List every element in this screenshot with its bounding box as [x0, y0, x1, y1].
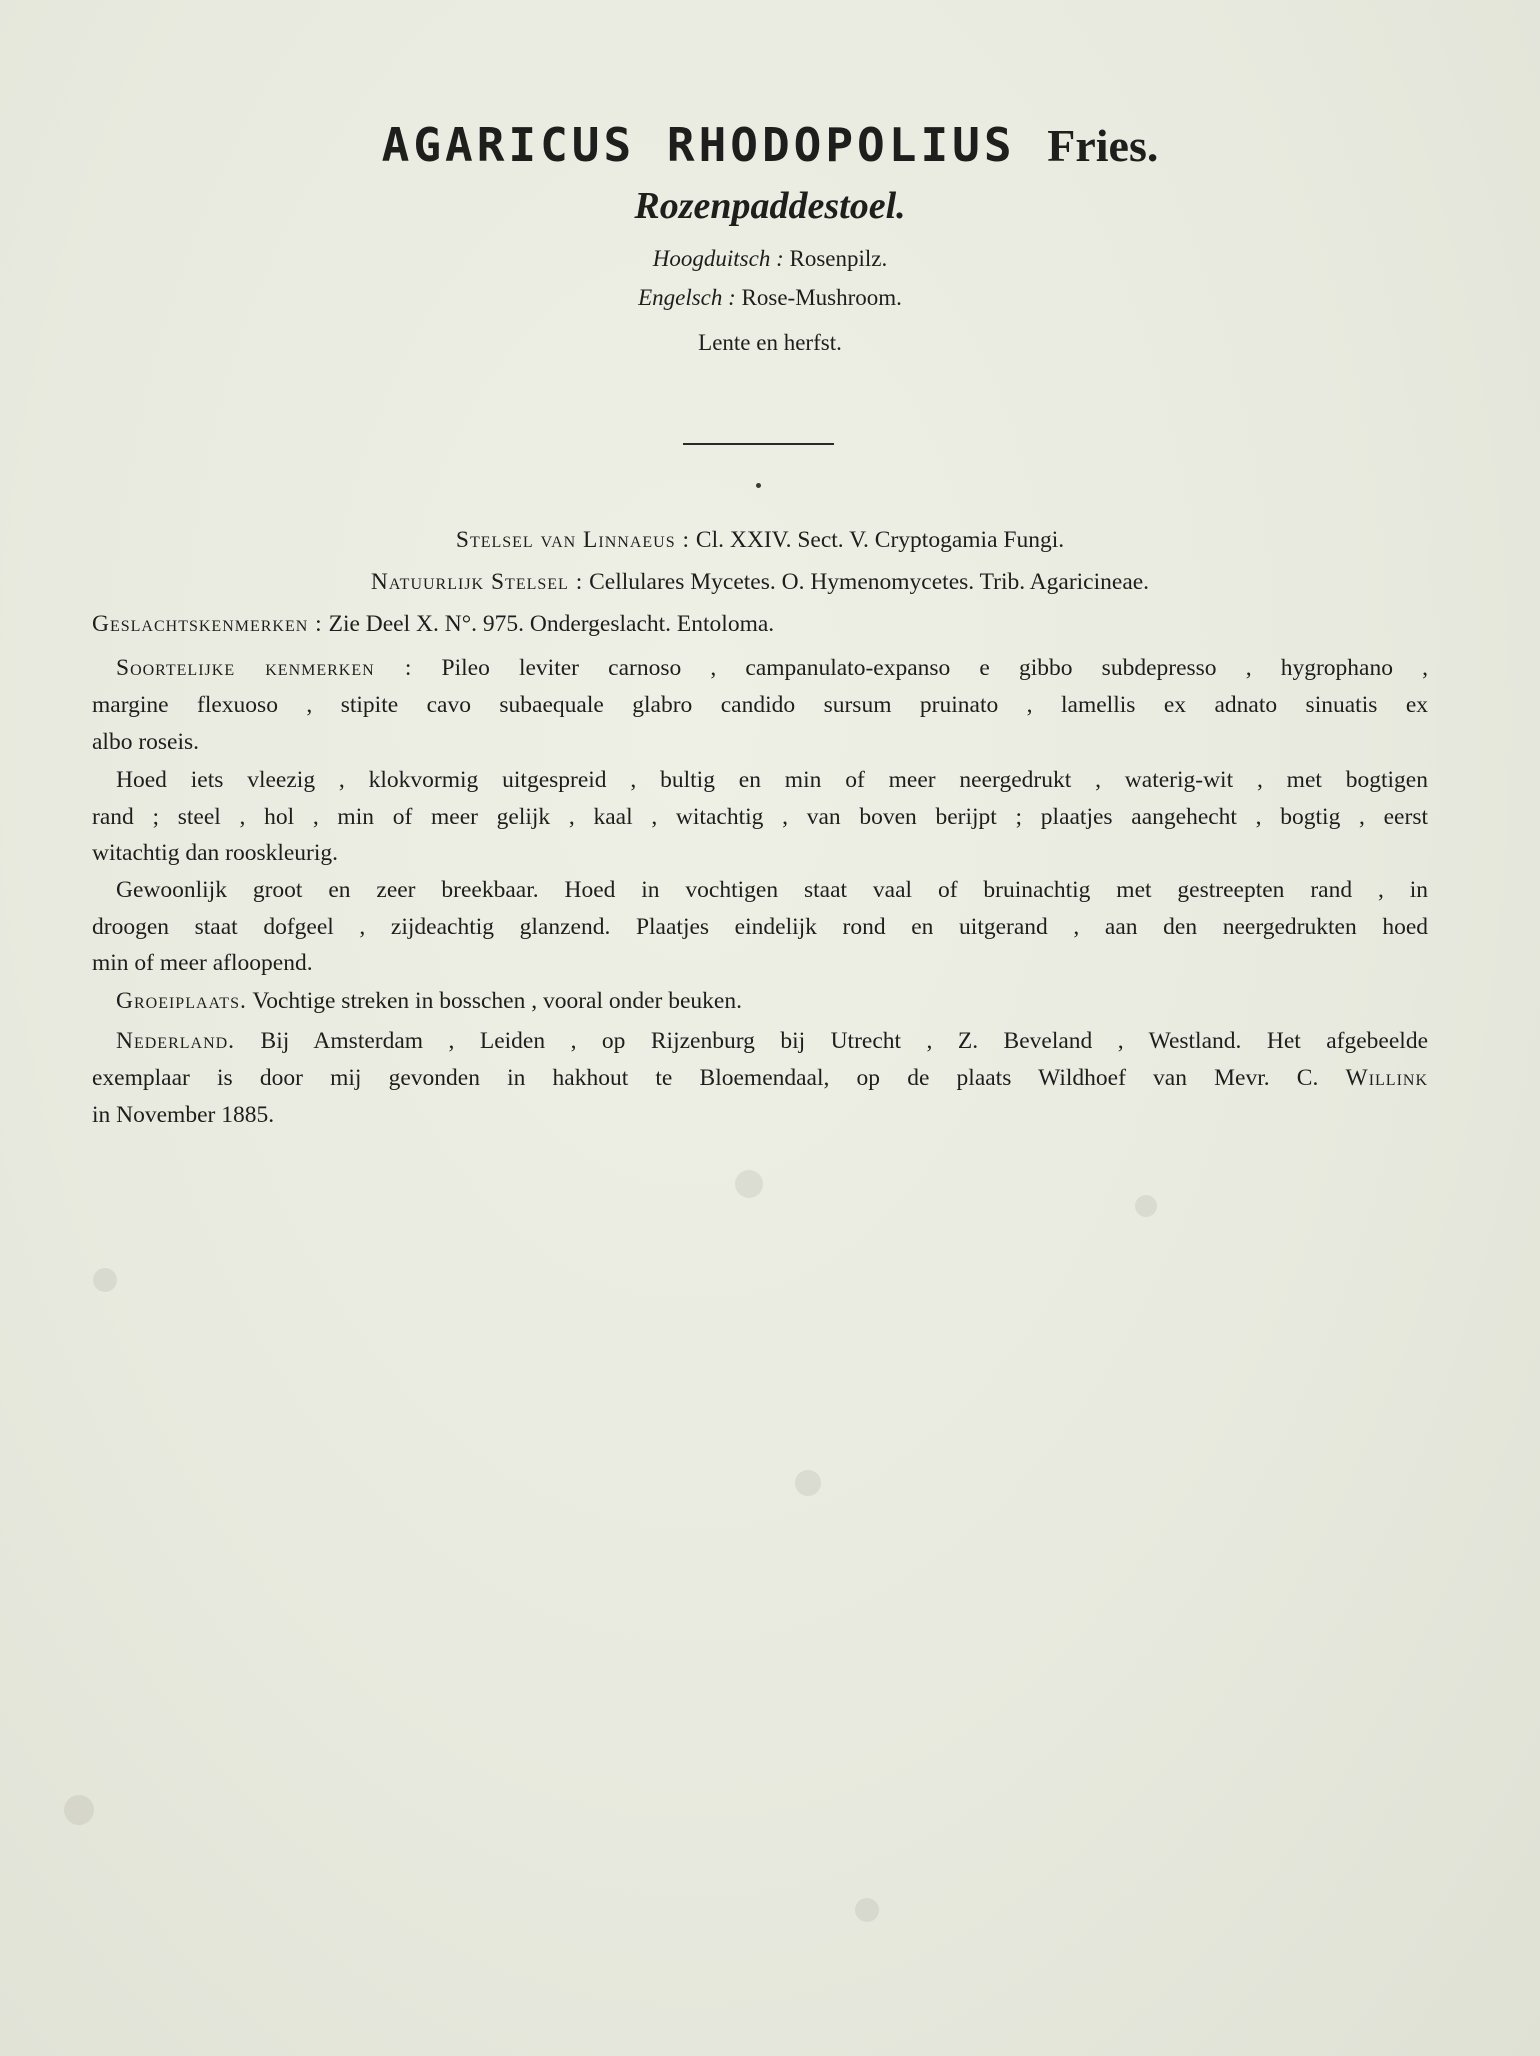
- habitat-line: [116, 988, 1452, 1015]
- locality-text-2: exemplaar is door mij gevonden in hakhout te Bloemendaal, op de plaats Wildhoef van Mevr. C.: [92, 1065, 1319, 1091]
- paper-smudge: [855, 1898, 879, 1922]
- genus-line: [92, 611, 1428, 638]
- species-name: AGARICUS RHODOPOLIUS: [381, 118, 1016, 172]
- linnaeus-text: Cl. XXIV. Sect. V. Cryptogamia Fungi.: [695, 527, 1065, 553]
- paper-smudge: [64, 1795, 94, 1825]
- paper-smudge: [93, 1268, 117, 1292]
- genus-label: Geslachtskenmerken :: [92, 611, 323, 637]
- dutch-common-name: Rozenpaddestoel.: [634, 185, 906, 227]
- season-line: Lente en herfst.: [698, 330, 842, 355]
- english-label: Engelsch :: [638, 285, 736, 310]
- paper-smudge: [795, 1470, 821, 1496]
- description1-line-1: Hoed iets vleezig , klokvormig uitgespreid , bultig en min of meer neergedrukt , waterig-wit , met bogtigen: [116, 767, 1428, 793]
- ornament-dot: [756, 483, 761, 488]
- species-text-1: Pileo leviter carnoso , campanulato-expanso e gibbo subdepresso , hygrophano ,: [441, 655, 1428, 681]
- species-line-1: [116, 655, 1428, 682]
- species-line-3: albo roseis.: [92, 729, 200, 755]
- description1-line-3: witachtig dan rooskleurig.: [92, 840, 339, 866]
- author-name: Fries.: [1047, 120, 1159, 171]
- paper-smudge: [735, 1170, 763, 1198]
- linnaeus-line: [92, 527, 1428, 554]
- species-label: Soortelijke kenmerken :: [116, 655, 413, 681]
- natural-system-label: Natuurlijk Stelsel :: [370, 569, 584, 595]
- english-name-line: [0, 285, 1540, 311]
- german-label: Hoogduitsch :: [652, 246, 784, 271]
- species-line-2: margine flexuoso , stipite cavo subaequale glabro candido sursum pruinato , lamellis ex adnato sinuatis ex: [92, 692, 1428, 718]
- habitat-text: Vochtige streken in bosschen , vooral onder beuken.: [252, 988, 742, 1014]
- paper-smudge: [1135, 1195, 1157, 1217]
- description1-line-2: rand ; steel , hol , min of meer gelijk , kaal , witachtig , van boven berijpt ; plaatjes aangehecht , bogtig , eerst: [92, 804, 1428, 830]
- german-name-line: [0, 246, 1540, 272]
- habitat-label: Groeiplaats.: [116, 988, 247, 1014]
- genus-text: Zie Deel X. N°. 975. Ondergeslacht. Entoloma.: [328, 611, 775, 637]
- linnaeus-label: Stelsel van Linnaeus :: [455, 527, 691, 553]
- description2-line-1: Gewoonlijk groot en zeer breekbaar. Hoed in vochtigen staat vaal of bruinachtig met gestreepten rand , in: [116, 877, 1428, 903]
- description2-line-2: droogen staat dofgeel , zijdeachtig glanzend. Plaatjes eindelijk rond en uitgerand , aan den neergedrukten hoed: [92, 914, 1428, 940]
- locality-text-1: Bij Amsterdam , Leiden , op Rijzenburg bij Utrecht , Z. Beveland , Westland. Het afgebeelde: [260, 1028, 1428, 1054]
- english-name: Rose-Mushroom.: [741, 285, 902, 310]
- natural-system-line: [92, 569, 1428, 596]
- locality-line-2: [92, 1065, 1428, 1092]
- locality-line-3: in November 1885.: [92, 1102, 275, 1128]
- description2-line-3: min of meer afloopend.: [92, 950, 313, 976]
- locality-label: Nederland.: [116, 1028, 236, 1054]
- locality-line-1: [116, 1028, 1428, 1055]
- page-title: [0, 118, 1540, 172]
- natural-system-text: Cellulares Mycetes. O. Hymenomycetes. Trib. Agaricineae.: [589, 569, 1150, 595]
- collector-name: Willink: [1345, 1065, 1429, 1091]
- divider: [683, 443, 834, 445]
- german-name: Rosenpilz.: [789, 246, 888, 271]
